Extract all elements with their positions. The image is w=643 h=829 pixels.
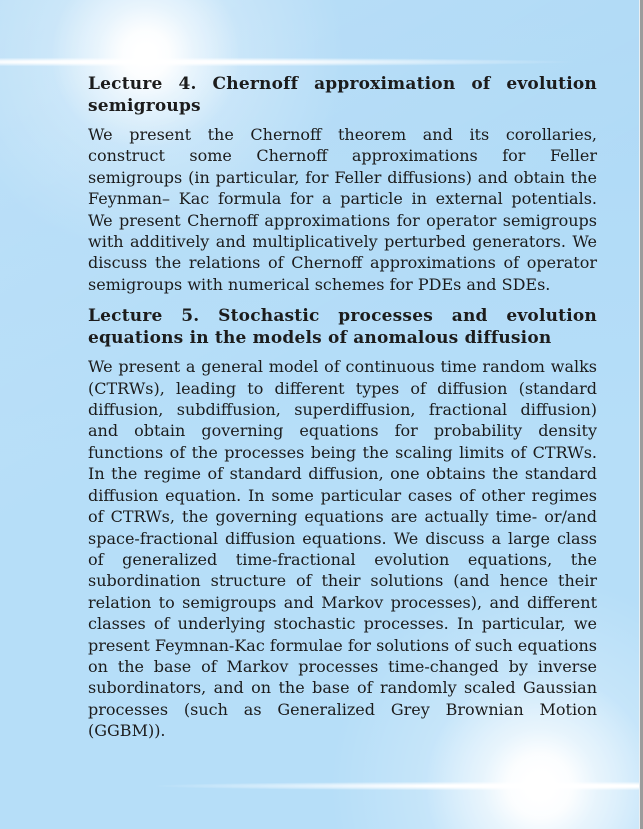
slide-text-block [88,73,597,752]
lecture4-heading: Lecture 4. Chernoff approximation of evolution semigroups [88,74,597,116]
lecture4-abstract: We present the Chernoff theorem and its corollaries, construct some Chernoff approximations for Feller semigroups (in particular, for Feller diffusions) and obtain the Feynman– Kac formula for a particle in external potentials. We present Chernoff approximations for operator semigroups with additively and multiplicatively perturbed generators. We discuss the relations of Chernoff approximations of operator semigroups with numerical schemes for PDEs and SDEs. [88,125,597,294]
right-edge-border [639,0,643,829]
lecture5-heading: Lecture 5. Stochastic processes and evolution equations in the models of anomalous diffusion [88,306,597,349]
lecture5-abstract: We present a general model of continuous time random walks (CTRWs), leading to different types of diffusion (standard diffusion, subdiffusion, superdiffusion, fractional diffusion) and obtain governing equations for probability density functions of the processes being the scaling limits of CTRWs. In the regime of standard diffusion, one obtains the standard diffusion equation. In some particular cases of other regimes of CTRWs, the governing equations are actually time- or/and space-fractional diffusion equations. We discuss a large class of generalized time-fractional evolution equations, the subordination structure of their solutions (and hence their relation to semigroups and Markov processes), and different classes of underlying stochastic processes. In particular, we present Feymnan-Kac formulae for solutions of such equations on the base of Markov processes time-changed by inverse subordinators, and on the base of randomly scaled Gaussian processes (such as Generalized Grey Brownian Motion (GGBM)). [88,357,597,741]
